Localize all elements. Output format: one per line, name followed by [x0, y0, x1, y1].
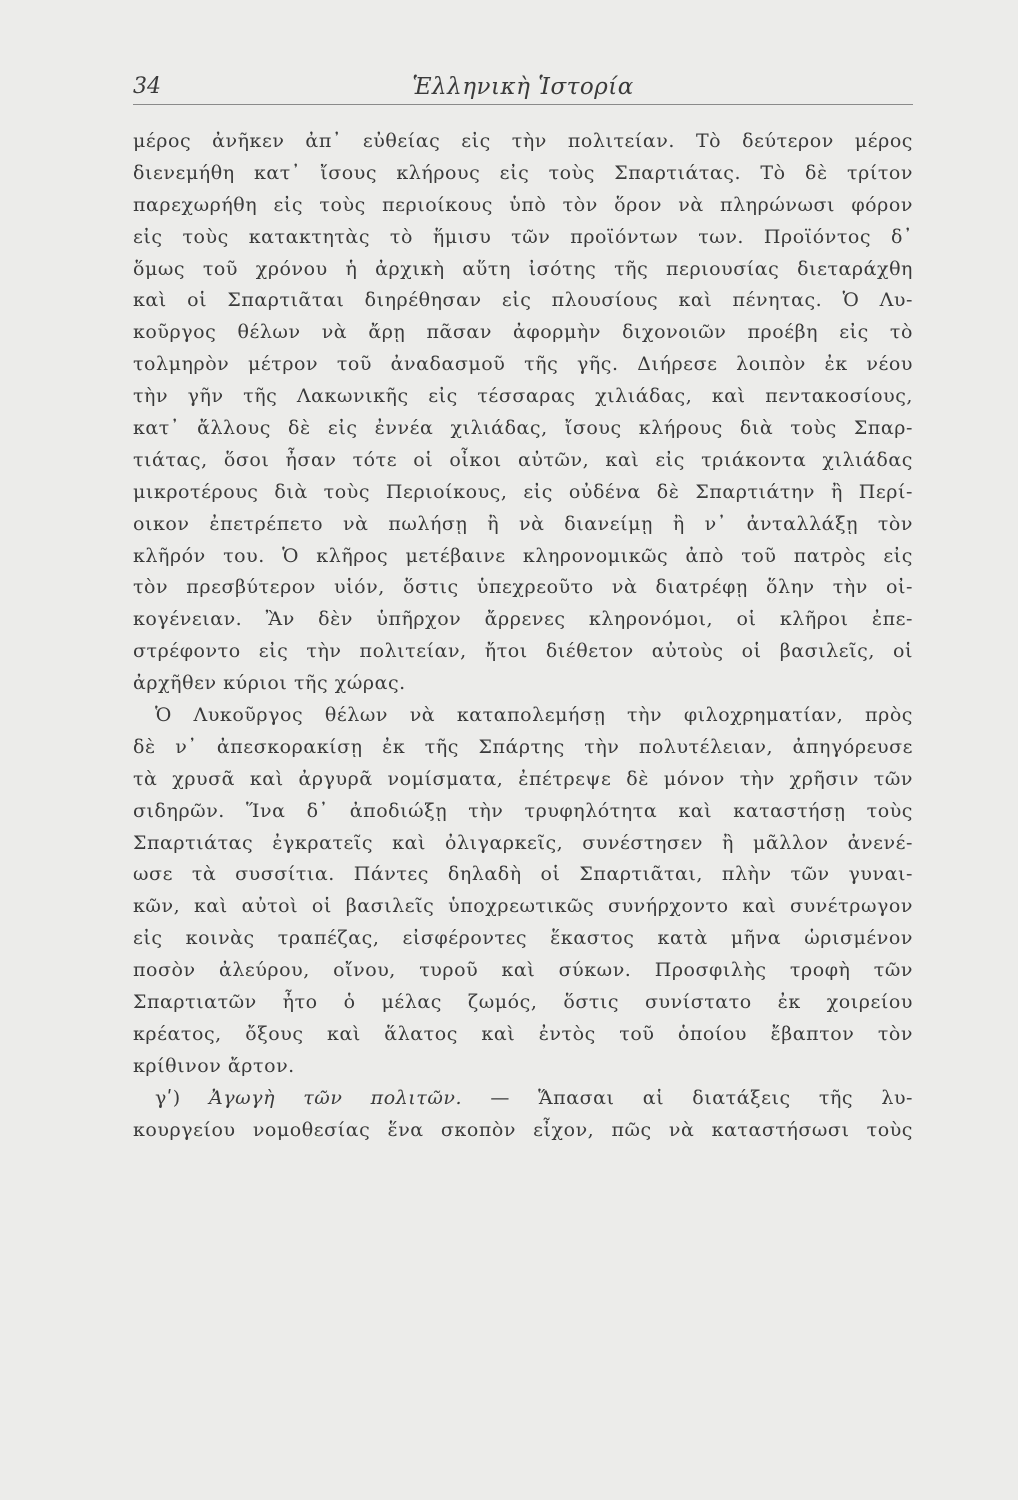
text-line: μικροτέρους διὰ τοὺς Περιοίκους, εἰς οὐδένα δὲ Σπαρτιάτην ἢ Περί-: [133, 480, 913, 503]
section-text: Ἅπασαι αἱ διατάξεις τῆς λυ-: [538, 1086, 913, 1109]
text-line: ποσὸν ἀλεύρου, οἴνου, τυροῦ καὶ σύκων. Προσφιλὴς τροφὴ τῶν: [133, 959, 913, 982]
text-line: τὴν γῆν τῆς Λακωνικῆς εἰς τέσσαρας χιλιάδας, καὶ πεντακοσίους,: [133, 385, 913, 408]
text-line: Σπαρτιατῶν ἦτο ὁ μέλας ζωμός, ὅστις συνίστατο ἐκ χοιρείου: [133, 991, 913, 1014]
page-number: 34: [133, 74, 161, 99]
text-line: διενεμήθη κατ᾽ ἴσους κλήρους εἰς τοὺς Σπαρτιάτας. Τὸ δὲ τρίτον: [133, 161, 913, 184]
text-line: κουργείου νομοθεσίας ἕνα σκοπὸν εἶχον, πῶς νὰ καταστήσωσι τοὺς: [133, 1118, 913, 1141]
body-text: [133, 126, 913, 1147]
text-line: κλῆρόν του. Ὁ κλῆρος μετέβαινε κληρονομικῶς ἀπὸ τοῦ πατρὸς εἰς: [133, 544, 913, 567]
text-line: ἀρχῆθεν κύριοι τῆς χώρας.: [133, 672, 406, 695]
text-line: εἰς τοὺς κατακτητὰς τὸ ἥμισυ τῶν προϊόντων των. Προϊόντος δ᾽: [133, 225, 913, 248]
text-line: στρέφοντο εἰς τὴν πολιτείαν, ἤτοι διέθετον αὐτοὺς οἱ βασιλεῖς, οἱ: [133, 640, 913, 663]
page-header: [133, 74, 913, 106]
text-line: τὰ χρυσᾶ καὶ ἀργυρᾶ νομίσματα, ἐπέτρεψε δὲ μόνον τὴν χρῆσιν τῶν: [133, 767, 913, 790]
text-line: ωσε τὰ συσσίτια. Πάντες δηλαδὴ οἱ Σπαρτιᾶται, πλὴν τῶν γυναι-: [133, 863, 913, 886]
text-line: τολμηρὸν μέτρον τοῦ ἀναδασμοῦ τῆς γῆς. Διήρεσε λοιπὸν ἐκ νέου: [133, 353, 913, 376]
section-heading-line: [133, 1083, 913, 1115]
text-line: κῶν, καὶ αὐτοὶ οἱ βασιλεῖς ὑποχρεωτικῶς συνήρχοντο καὶ συνέτρωγον: [133, 895, 913, 918]
paragraph-first-line: Ὁ Λυκοῦργος θέλων νὰ καταπολεμήσῃ τὴν φιλοχρηματίαν, πρὸς: [155, 704, 913, 727]
header-rule: [133, 104, 913, 105]
text-line: Σπαρτιάτας ἐγκρατεῖς καὶ ὀλιγαρκεῖς, συνέστησεν ἢ μᾶλλον ἀνενέ-: [133, 831, 913, 854]
text-line: καὶ οἱ Σπαρτιᾶται διηρέθησαν εἰς πλουσίους καὶ πένητας. Ὁ Λυ-: [133, 289, 913, 312]
text-line: τὸν πρεσβύτερον υἱόν, ὅστις ὑπεχρεοῦτο νὰ διατρέφῃ ὅλην τὴν οἰ-: [133, 576, 913, 599]
text-line: σιδηρῶν. Ἵνα δ᾽ ἀποδιώξῃ τὴν τρυφηλότητα καὶ καταστήσῃ τοὺς: [133, 799, 913, 822]
section-dash: —: [490, 1086, 510, 1109]
section-title: Ἀγωγὴ τῶν πολιτῶν.: [208, 1086, 463, 1109]
text-line: οικον ἐπετρέπετο νὰ πωλήσῃ ἢ νὰ διανείμῃ ἢ ν᾽ ἀνταλλάξῃ τὸν: [133, 512, 913, 535]
running-title: Ἑλληνικὴ Ἱστορία: [412, 74, 634, 100]
text-line: ὅμως τοῦ χρόνου ἡ ἀρχικὴ αὕτη ἰσότης τῆς περιουσίας διεταράχθη: [133, 257, 913, 280]
text-line: κρίθινον ἄρτον.: [133, 1054, 295, 1077]
text-line: κατ᾽ ἄλλους δὲ εἰς ἐννέα χιλιάδας, ἴσους κλήρους διὰ τοὺς Σπαρ-: [133, 417, 913, 440]
text-line: παρεχωρήθη εἰς τοὺς περιοίκους ὑπὸ τὸν ὅρον νὰ πληρώνωσι φόρον: [133, 193, 913, 216]
text-line: κρέατος, ὄξους καὶ ἅλατος καὶ ἐντὸς τοῦ ὁποίου ἔβαπτον τὸν: [133, 1022, 913, 1045]
section-number: γʹ): [155, 1086, 181, 1109]
text-line: τιάτας, ὅσοι ἦσαν τότε οἱ οἶκοι αὐτῶν, καὶ εἰς τριάκοντα χιλιάδας: [133, 448, 913, 471]
text-line: εἰς κοινὰς τραπέζας, εἰσφέροντες ἕκαστος κατὰ μῆνα ὡρισμένον: [133, 927, 913, 950]
text-line: κογένειαν. Ἂν δὲν ὑπῆρχον ἄρρενες κληρονόμοι, οἱ κλῆροι ἐπε-: [133, 608, 913, 631]
text-line: κοῦργος θέλων νὰ ἄρῃ πᾶσαν ἀφορμὴν διχονοιῶν προέβη εἰς τὸ: [133, 321, 913, 344]
text-line: δὲ ν᾽ ἀπεσκορακίσῃ ἐκ τῆς Σπάρτης τὴν πολυτέλειαν, ἀπηγόρευσε: [133, 735, 913, 758]
text-line: μέρος ἀνῆκεν ἀπ᾽ εὐθείας εἰς τὴν πολιτείαν. Τὸ δεύτερον μέρος: [133, 130, 913, 152]
